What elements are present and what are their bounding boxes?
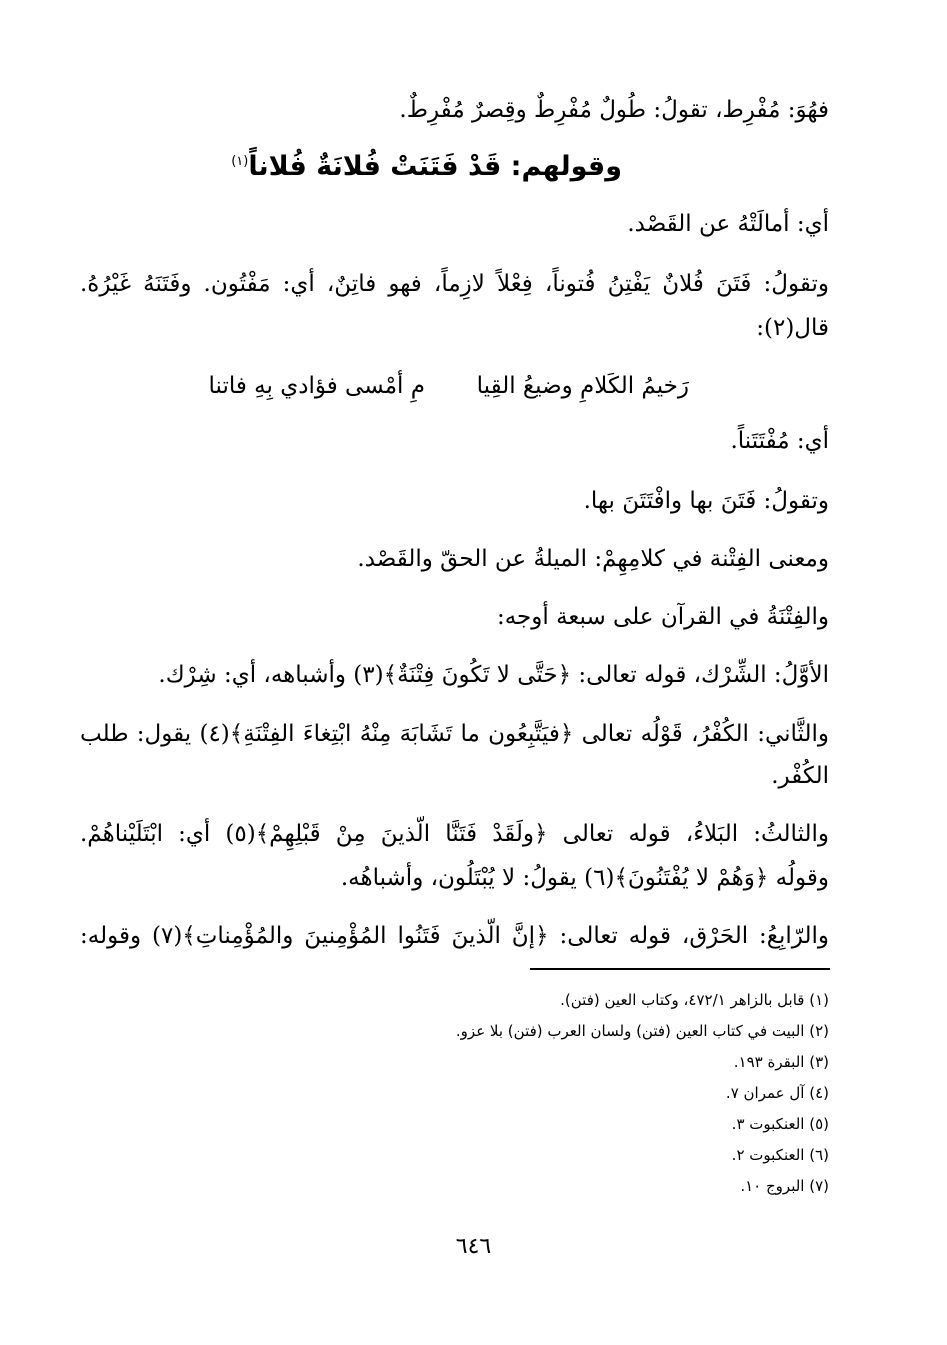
footnote-7: (٧) البروج ١٠.	[740, 1177, 829, 1195]
text-line-8: وتقولُ: فَتَنَ بها وافْتَتَنَ بها.	[583, 488, 829, 514]
footnote-2: (٢) البيت في كتاب العين (فتن) ولسان العرب (فتن) بلا عزو.	[455, 1022, 829, 1040]
text-line-3: أي: أمالَتْهُ عن القَصْد.	[627, 211, 829, 237]
text-line-12: والثَّاني: الكُفْرُ، قَوْلُه تعالى ﴿فيَتَّبِعُون ما تَشَابَهَ مِنْهُ ابْتِغاءَ الفِتْنَةِ﴾(٤) يقول: طلب	[80, 721, 829, 747]
footnote-3: (٣) البقرة ١٩٣.	[733, 1053, 829, 1071]
text-line-14: والثالثُ: البَلاءُ، قوله تعالى ﴿ولَقَدْ فَتَنَّا الّذينَ مِنْ قَبْلِهِمْ﴾(٥) أي: ابْتَلَيْناهُمْ.	[80, 821, 830, 847]
text-line-9: ومعنى الفِتْنة في كلامِهِمْ: الميلةُ عن الحقّ والقَصْد.	[357, 546, 829, 572]
page-number: ٦٤٦	[455, 1234, 492, 1259]
heading-text: وقولهم: قَدْ فَتَنَتْ فُلانَةٌ فُلاناً	[248, 151, 622, 182]
text-line-1: فهُوَ: مُفْرِط، تقولُ: طُولٌ مُفْرِطٌ وقِصرٌ مُفْرِطٌ.	[399, 97, 829, 123]
text-line-15: وقولُه ﴿وَهُمْ لا يُفْتَنُونَ﴾(٦) يقولُ: لا يُبْتَلُون، وأشباهُه.	[340, 865, 829, 891]
footnote-divider	[530, 968, 830, 970]
footnote-5: (٥) العنكبوت ٣.	[731, 1115, 829, 1133]
footnotes	[329, 985, 829, 1202]
footnote-4: (٤) آل عمران ٧.	[725, 1084, 829, 1102]
text-line-16: والرّابِعُ: الحَرْق، قوله تعالى: ﴿إنَّ الّذينَ فَتَنُوا المُؤْمِنينَ والمُؤْمِناتِ﴾(٧) وقوله:	[80, 923, 829, 949]
text-line-4: وتقولُ: فَتَنَ فُلانٌ يَفْتِنُ فُتوناً، فِعْلاً لازِماً، فهو فاتِنٌ، أي: مَفْتُون. وفَتَنَهُ غَيْرُهُ.	[80, 271, 829, 297]
footnote-6: (٦) العنكبوت ٢.	[731, 1146, 829, 1164]
heading-footnote-ref: (١)	[231, 154, 249, 169]
text-line-10: والفِتْنَةُ في القرآن على سبعة أوجه:	[496, 604, 829, 630]
text-line-5: قال(٢):	[756, 315, 829, 341]
verse-first-hemistich: رَخيمُ الكَلامِ وضيعُ القِيا	[476, 373, 689, 399]
footnote-1: (١) قابل بالزاهر ٤٧٢/١، وكتاب العين (فتن).	[560, 991, 829, 1009]
text-line-7: أي: مُفْتَتَناً.	[730, 428, 829, 454]
verse-second-hemistich: مِ أمْسى فؤادي بِهِ فاتنا	[208, 373, 425, 399]
section-heading	[231, 142, 622, 187]
text-line-11: الأوَّلُ: الشِّرْك، قوله تعالى: ﴿حَتَّى لا تَكُونَ فِتْنَةٌ﴾(٣) وأشباهه، أي: شِرْك.	[158, 662, 829, 688]
text-line-13: الكُفْر.	[771, 763, 829, 789]
